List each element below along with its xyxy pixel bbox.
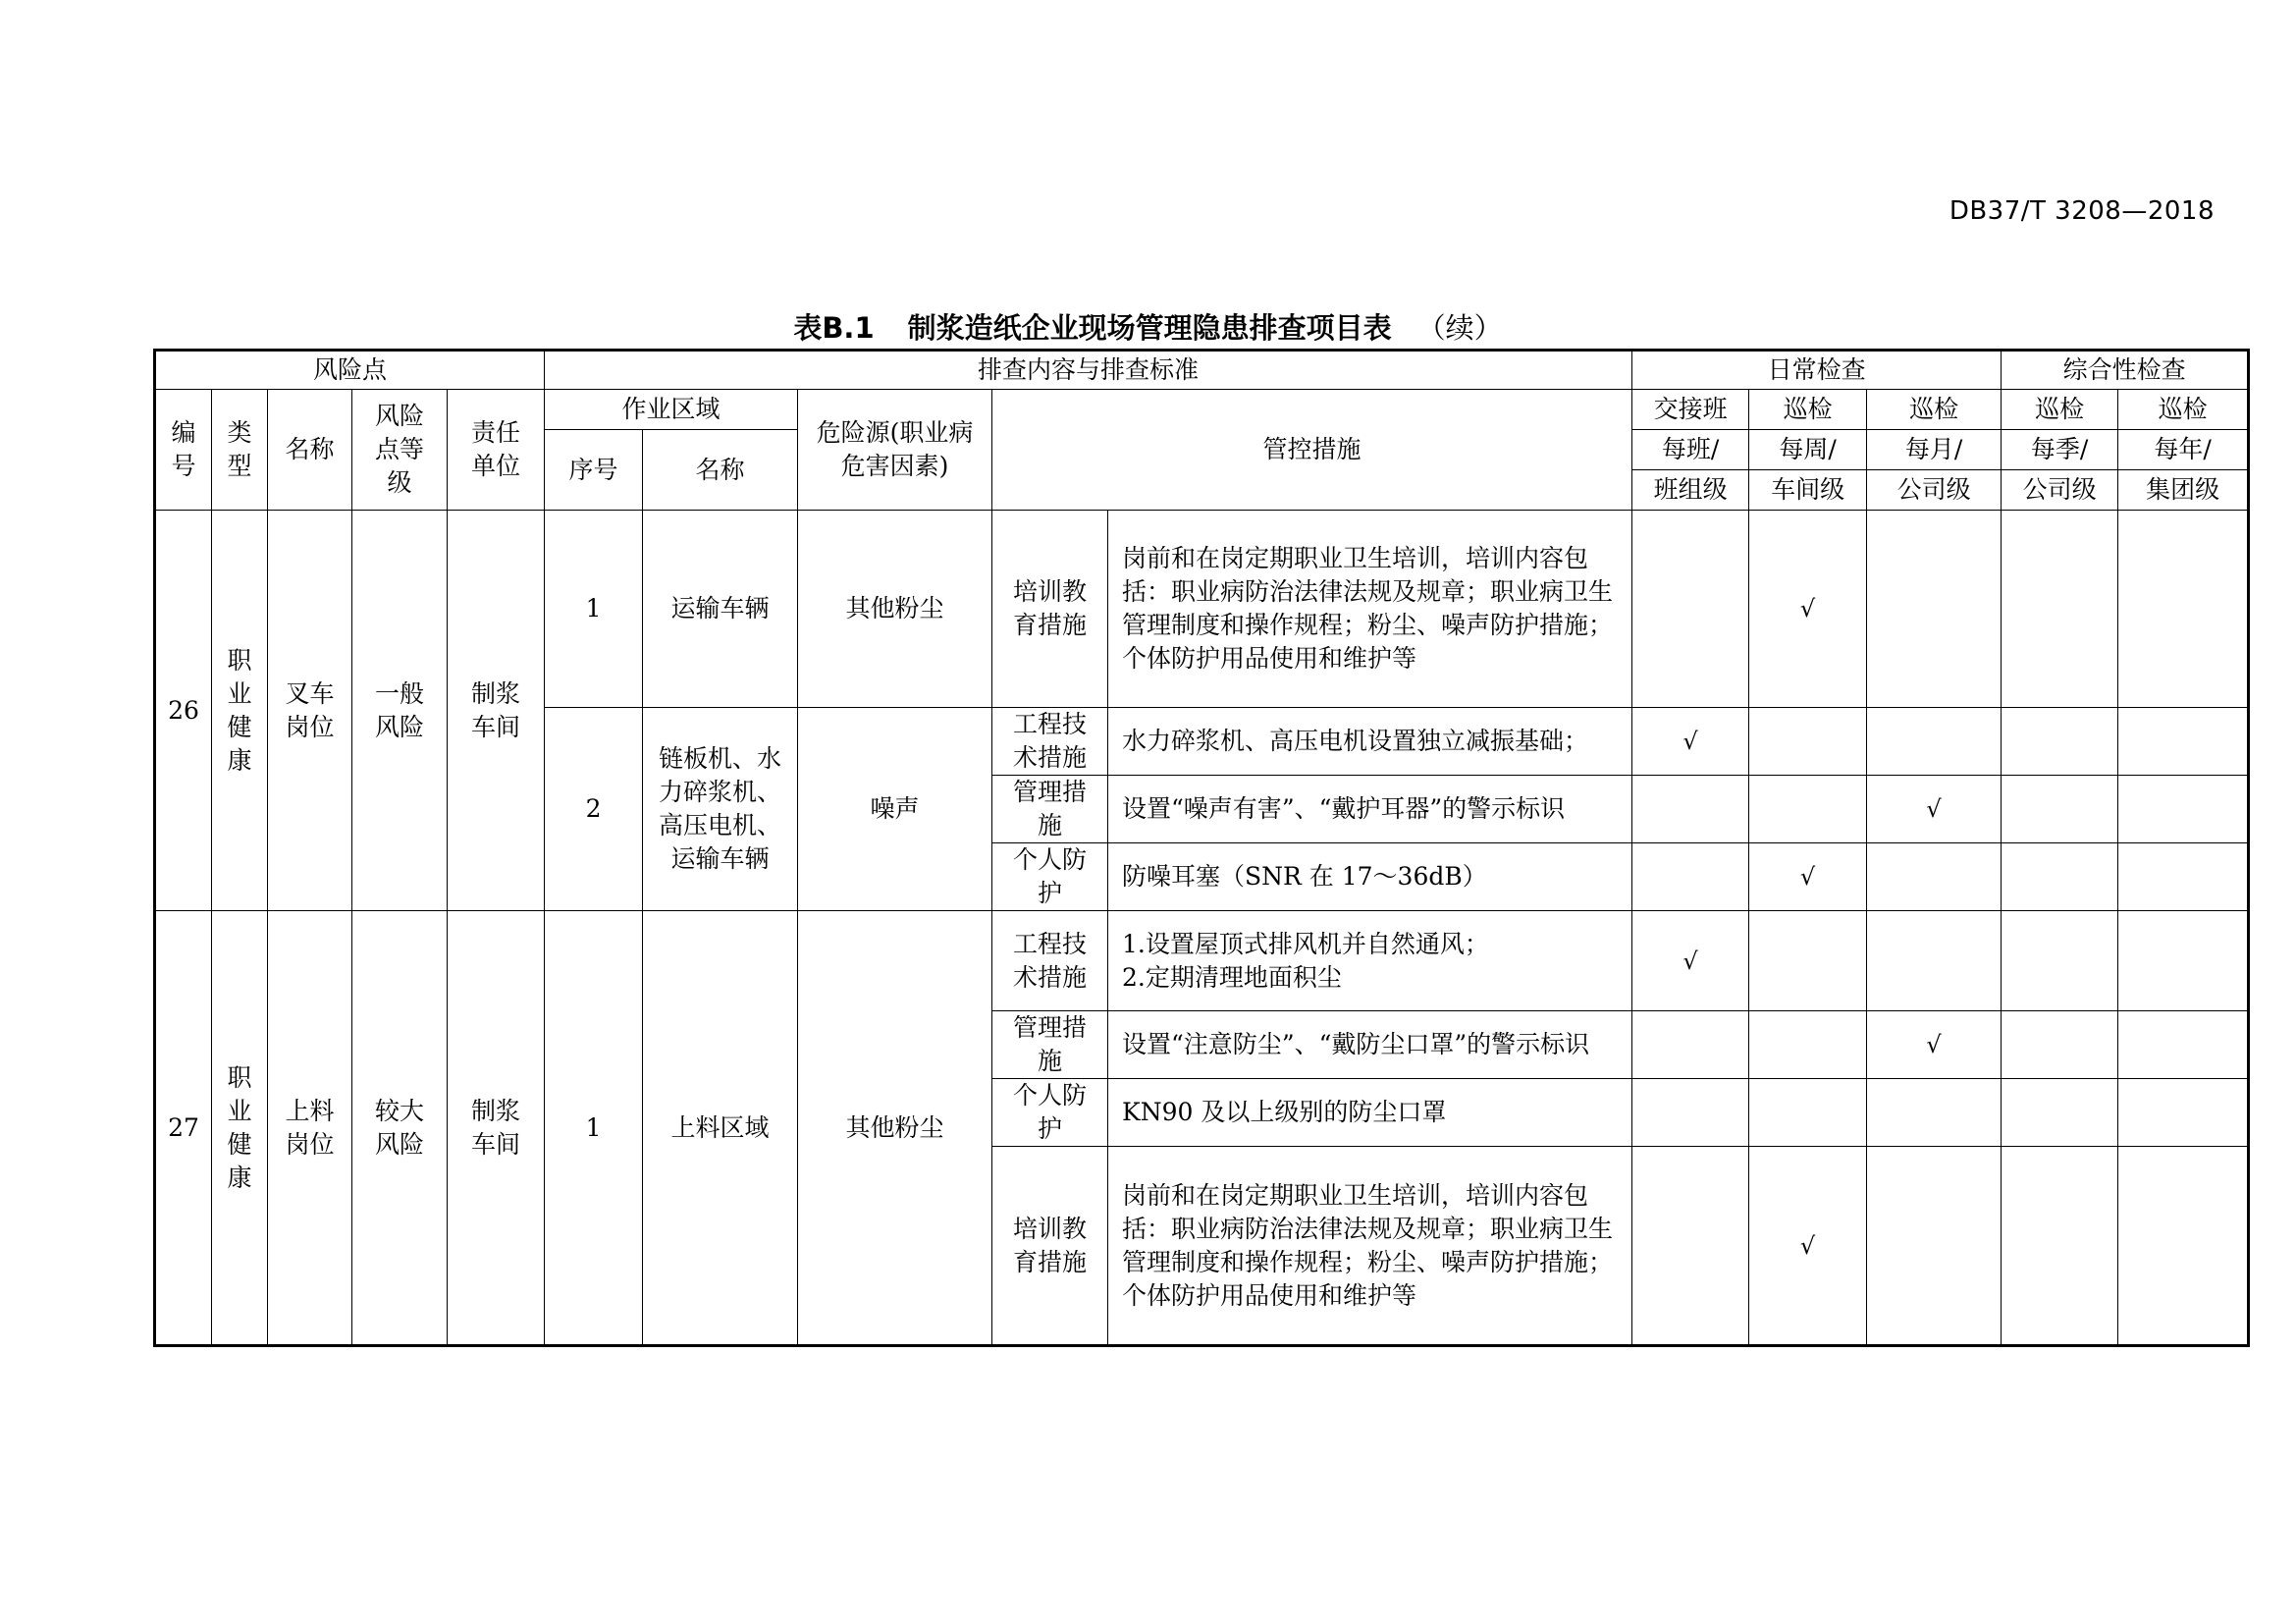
header-name: 名称 (268, 390, 352, 511)
row-name: 上料 岗位 (268, 911, 352, 1346)
check-cell (1749, 1079, 1867, 1147)
check-cell (2118, 911, 2249, 1011)
check-cell (2118, 843, 2249, 911)
row-no: 26 (155, 511, 212, 911)
row-seq: 1 (545, 911, 643, 1346)
check-cell (1867, 776, 2002, 843)
check-cell (2118, 708, 2249, 776)
check-cell (1749, 1147, 1867, 1346)
check-cell (2118, 1011, 2249, 1079)
check-mark: √ (1799, 863, 1816, 891)
header-responsible: 责任 单位 (448, 390, 545, 511)
document-code: DB37/T 3208—2018 (1949, 196, 2215, 226)
check-cell (1749, 843, 1867, 911)
header-freq-1: 每班/ (1632, 430, 1749, 470)
check-cell (1632, 1011, 1749, 1079)
header-work-area: 作业区域 (545, 390, 798, 430)
measure-type: 工程技 术措施 (992, 911, 1108, 1011)
measure-type: 培训教 育措施 (992, 1147, 1108, 1346)
table-row (155, 511, 2249, 708)
table-title (0, 306, 2296, 347)
header-type: 类 型 (212, 390, 268, 511)
check-cell (1867, 843, 2002, 911)
header-check-1: 交接班 (1632, 390, 1749, 430)
measure-text: 水力碎浆机、高压电机设置独立减振基础； (1108, 708, 1632, 776)
check-cell (2002, 776, 2118, 843)
row-risk-level: 一般 风险 (352, 511, 448, 911)
check-cell (2002, 1147, 2118, 1346)
header-check-3: 巡检 (1867, 390, 2002, 430)
measure-type: 管理措 施 (992, 776, 1108, 843)
check-cell (1632, 776, 1749, 843)
row-hazard: 其他粉尘 (798, 511, 992, 708)
header-check-content: 排查内容与排查标准 (545, 351, 1632, 390)
check-cell (1867, 911, 2002, 1011)
header-level-1: 班组级 (1632, 470, 1749, 511)
check-mark: √ (1799, 595, 1816, 623)
header-freq-3: 每月/ (1867, 430, 2002, 470)
measure-text: KN90 及以上级别的防尘口罩 (1108, 1079, 1632, 1147)
row-area-name: 运输车辆 (643, 511, 798, 708)
row-type: 职 业 健 康 (212, 511, 268, 911)
check-cell (1867, 511, 2002, 708)
table-title-text: 制浆造纸企业现场管理隐患排查项目表 (907, 311, 1392, 345)
row-seq: 2 (545, 708, 643, 911)
measure-text: 设置“注意防尘”、“戴防尘口罩”的警示标识 (1108, 1011, 1632, 1079)
row-responsible: 制浆 车间 (448, 911, 545, 1346)
header-comprehensive-check: 综合性检查 (2002, 351, 2249, 390)
row-risk-level: 较大 风险 (352, 911, 448, 1346)
check-cell (1749, 776, 1867, 843)
check-cell (1749, 708, 1867, 776)
measure-type: 工程技 术措施 (992, 708, 1108, 776)
check-cell (1749, 911, 1867, 1011)
check-cell (1632, 843, 1749, 911)
row-name: 叉车 岗位 (268, 511, 352, 911)
row-hazard: 噪声 (798, 708, 992, 911)
check-cell (1632, 511, 1749, 708)
header-freq-4: 每季/ (2002, 430, 2118, 470)
check-cell (1867, 1011, 2002, 1079)
check-mark: √ (1926, 1031, 1942, 1058)
measure-type: 管理措 施 (992, 1011, 1108, 1079)
header-freq-2: 每周/ (1749, 430, 1867, 470)
row-area-name: 链板机、水 力碎浆机、 高压电机、 运输车辆 (643, 708, 798, 911)
measure-text: 岗前和在岗定期职业卫生培训，培训内容包括：职业病防治法律法规及规章；职业病卫生管理制度和操作规程；粉尘、噪声防护措施；个体防护用品使用和维护等 (1108, 511, 1632, 708)
check-cell (2002, 911, 2118, 1011)
check-cell (1867, 1079, 2002, 1147)
check-cell (1632, 1147, 1749, 1346)
check-cell (2002, 708, 2118, 776)
check-cell (2118, 776, 2249, 843)
header-level-5: 集团级 (2118, 470, 2249, 511)
measure-type: 个人防 护 (992, 843, 1108, 911)
check-cell (2002, 843, 2118, 911)
check-mark: √ (1682, 728, 1698, 755)
row-seq: 1 (545, 511, 643, 708)
header-check-4: 巡检 (2002, 390, 2118, 430)
measure-text: 1.设置屋顶式排风机并自然通风； 2.定期清理地面积尘 (1108, 911, 1632, 1011)
header-seq: 序号 (545, 430, 643, 511)
check-cell (1632, 911, 1749, 1011)
measure-text: 设置“噪声有害”、“戴护耳器”的警示标识 (1108, 776, 1632, 843)
check-mark: √ (1926, 795, 1942, 823)
header-hazard: 危险源(职业病 危害因素) (798, 390, 992, 511)
measure-text: 岗前和在岗定期职业卫生培训，培训内容包括：职业病防治法律法规及规章；职业病卫生管理制度和操作规程；粉尘、噪声防护措施；个体防护用品使用和维护等 (1108, 1147, 1632, 1346)
header-control: 管控措施 (992, 390, 1632, 511)
header-area-name: 名称 (643, 430, 798, 511)
inspection-table (153, 349, 2250, 1347)
row-hazard: 其他粉尘 (798, 911, 992, 1346)
row-area-name: 上料区域 (643, 911, 798, 1346)
check-cell (2002, 1079, 2118, 1147)
measure-type: 个人防 护 (992, 1079, 1108, 1147)
measure-type: 培训教 育措施 (992, 511, 1108, 708)
check-cell (1632, 1079, 1749, 1147)
header-freq-5: 每年/ (2118, 430, 2249, 470)
table-row (155, 911, 2249, 1011)
row-type: 职 业 健 康 (212, 911, 268, 1346)
table-number: 表B.1 (793, 311, 875, 345)
check-cell (1867, 708, 2002, 776)
measure-text: 防噪耳塞（SNR 在 17～36dB） (1108, 843, 1632, 911)
check-cell (1749, 511, 1867, 708)
header-daily-check: 日常检查 (1632, 351, 2002, 390)
header-level-3: 公司级 (1867, 470, 2002, 511)
header-level-4: 公司级 (2002, 470, 2118, 511)
check-cell (2118, 511, 2249, 708)
check-mark: √ (1799, 1231, 1816, 1260)
check-cell (1632, 708, 1749, 776)
check-cell (2118, 1147, 2249, 1346)
header-risk-level: 风险 点等 级 (352, 390, 448, 511)
header-risk-point: 风险点 (155, 351, 545, 390)
table-continued: （续） (1416, 311, 1503, 345)
header-check-5: 巡检 (2118, 390, 2249, 430)
header-check-2: 巡检 (1749, 390, 1867, 430)
row-no: 27 (155, 911, 212, 1346)
header-level-2: 车间级 (1749, 470, 1867, 511)
check-mark: √ (1682, 947, 1698, 975)
row-responsible: 制浆 车间 (448, 511, 545, 911)
check-cell (1867, 1147, 2002, 1346)
header-no: 编 号 (155, 390, 212, 511)
check-cell (2002, 1011, 2118, 1079)
check-cell (2118, 1079, 2249, 1147)
check-cell (2002, 511, 2118, 708)
check-cell (1749, 1011, 1867, 1079)
